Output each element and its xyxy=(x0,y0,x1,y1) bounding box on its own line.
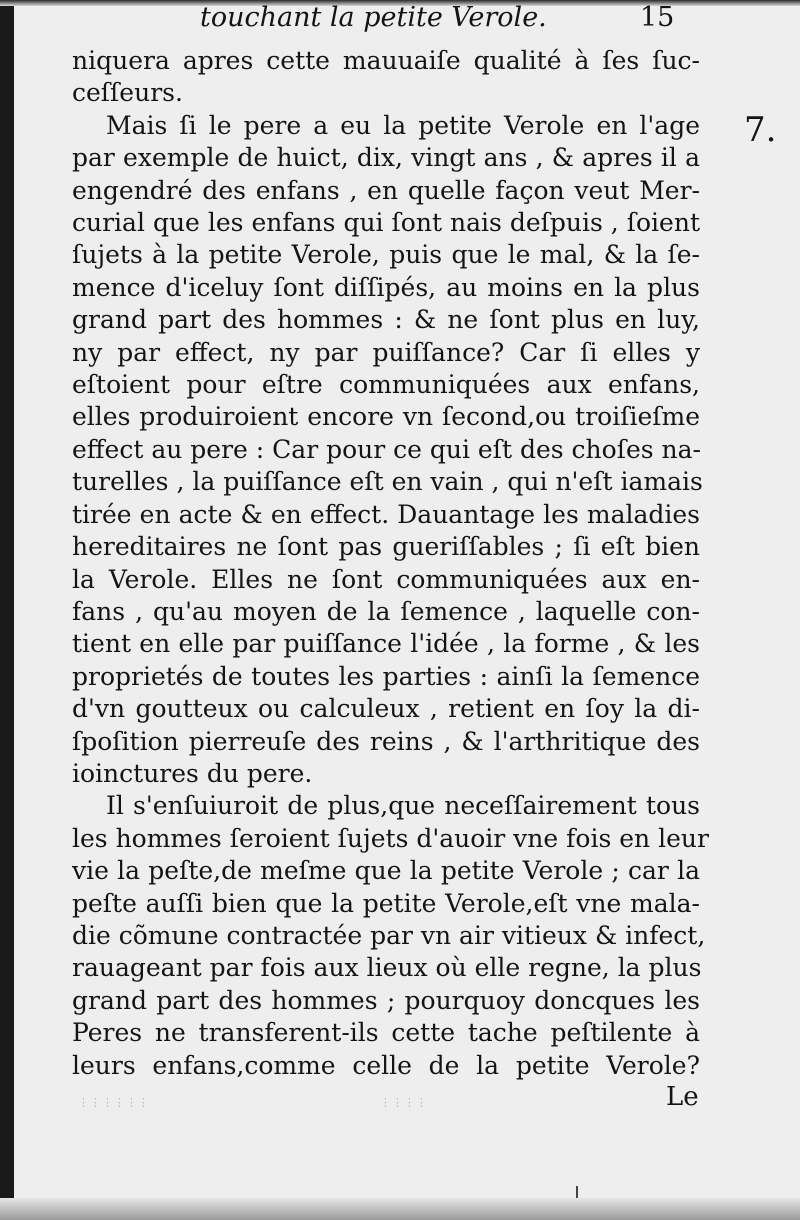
show-through-smudge: ⋮⋮⋮⋮⋮⋮ xyxy=(78,1096,150,1109)
running-title: touchant la petite Verole. xyxy=(200,2,547,33)
text-line: elles produiroient encore vn ſecond,ou troiſieſme xyxy=(72,402,700,432)
text-line: vie la peſte,de meſme que la petite Verole ; car la xyxy=(72,856,700,886)
text-line: grand part des hommes : & ne ſont plus en luy, xyxy=(72,305,700,335)
text-line: grand part des hommes ; pourquoy doncques les xyxy=(72,985,700,1015)
text-line: turelles , la puiſſance eſt en vain , qui n'eſt iamais xyxy=(72,467,703,497)
text-line: peſte auſſi bien que la petite Verole,eſt vne mala- xyxy=(72,888,700,918)
text-line: curial que les enfans qui ſont nais deſpuis , ſoient xyxy=(72,208,700,238)
text-line: la Verole. Elles ne ſont communiquées aux en- xyxy=(72,564,700,594)
text-line: tirée en acte & en effect. Dauantage les maladies xyxy=(72,499,700,529)
text-line: eſtoient pour eſtre communiquées aux enfans, xyxy=(72,370,700,400)
text-line: ſpoſition pierreuſe des reins , & l'arthritique des xyxy=(72,726,700,756)
paragraph-start-line: Mais ſi le pere a eu la petite Verole en l'age xyxy=(106,110,700,140)
text-line: ceſſeurs. xyxy=(72,78,183,108)
body-text xyxy=(72,45,709,1082)
text-line: les hommes ſeroient ſujets d'auoir vne fois en leur xyxy=(72,823,709,853)
text-line: tient en elle par puiſſance l'idée , la forme , & les xyxy=(72,629,700,659)
text-line: ny par effect, ny par puiſſance? Car ſi elles y xyxy=(72,337,700,367)
scan-edge-bottom xyxy=(0,1198,800,1220)
show-through-smudge: ⋮⋮⋮⋮ xyxy=(380,1096,428,1109)
page-number: 15 xyxy=(640,2,675,33)
text-line: engendré des enfans , en quelle façon veut Mer- xyxy=(72,175,700,205)
ink-mark xyxy=(576,1186,578,1198)
text-line: hereditaires ne ſont pas gueriſſables ; ſi eſt bien xyxy=(72,532,700,562)
text-line: ſujets à la petite Verole, puis que le mal, & la ſe- xyxy=(72,240,700,270)
text-line: proprietés de toutes les parties : ainſi la ſemence xyxy=(72,661,700,691)
text-line: Peres ne transferent-ils cette tache peſtilente à xyxy=(72,1018,700,1048)
text-line: rauageant par fois aux lieux où elle regne, la plus xyxy=(72,953,702,983)
text-line: leurs enfans,comme celle de la petite Verole? xyxy=(72,1050,700,1080)
paragraph-start-line: Il s'enſuiuroit de plus,que neceſſairement tous xyxy=(106,791,700,821)
margin-note: 7. xyxy=(744,110,777,150)
text-line: ioinctures du pere. xyxy=(72,758,313,788)
text-line: d'vn goutteux ou calculeux , retient en ſoy la di- xyxy=(72,694,700,724)
text-line: fans , qu'au moyen de la ſemence , laquelle con- xyxy=(72,596,700,626)
scan-edge-left xyxy=(0,0,14,1220)
text-line: par exemple de huict, dix, vingt ans , & apres il a xyxy=(72,143,700,173)
text-line: mence d'iceluy ſont diſſipés, au moins en la plus xyxy=(72,272,700,302)
catchword: Le xyxy=(666,1082,699,1112)
text-line: die cõmune contractée par vn air vitieux & infect, xyxy=(72,920,706,950)
text-line: niquera apres cette mauuaiſe qualité à ſes ſuc- xyxy=(72,46,700,75)
text-line: effect au pere : Car pour ce qui eſt des choſes na- xyxy=(72,434,701,464)
